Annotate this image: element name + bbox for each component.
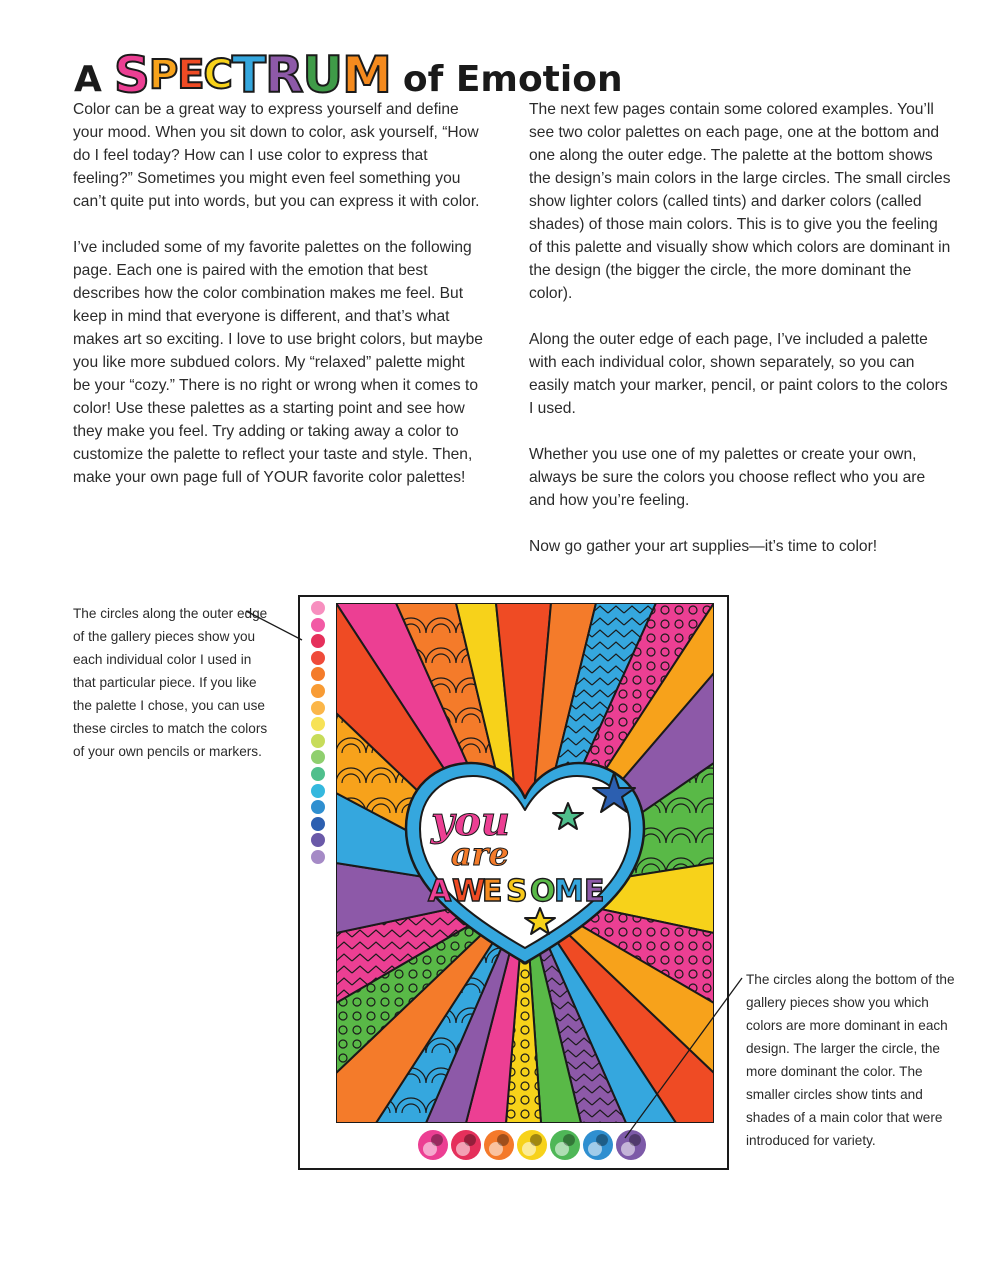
- title-word-a: A: [74, 59, 102, 100]
- paragraph: The next few pages contain some colored examples. You’ll see two color palettes on each page, one at the bottom and one along the outer edge. The palette at the bottom shows the design’s main colors in the large circles. The small circles show lighter colors (called tints) and darker colors (called shades) of those main colors. This is to give you the feeling of this palette and visually show which colors are dominant in the design (the bigger the circle, the more dominant the color).: [529, 101, 951, 302]
- paragraph: I’ve included some of my favorite palettes on the following page. Each one is paired with the emotion that best describes how the color combination makes me feel. But keep in mind that everyone is different, and that’s what makes art so exciting. I love to use bright colors, but maybe you like more subdued colors. My “relaxed” palette might be your “cozy.” There is no right or wrong when it comes to color! Use these palettes as a starting point and see how they make you feel. Try adding or taking away a color to customize the palette to reflect your taste and style. Then, make your own page full of YOUR favorite color palettes!: [73, 239, 483, 486]
- title-word-end: of Emotion: [402, 59, 623, 100]
- awesome-letter: E: [584, 874, 605, 909]
- awesome-letter: O: [530, 874, 556, 909]
- awesome-letter: M: [554, 874, 584, 909]
- spectrum-letter: M: [342, 46, 391, 104]
- spectrum-letter: C: [203, 52, 232, 98]
- edge-palette-note: The circles along the outer edge of the gallery pieces show you each individual color I used in that particular piece. If you like the palette I chose, you can use these circles to match the colors of your own pencils or markers.: [73, 606, 268, 759]
- awesome-letter: A: [428, 874, 452, 909]
- art-text-you: you: [431, 798, 511, 845]
- awesome-letter: W: [452, 874, 486, 909]
- spectrum-letter: T: [231, 46, 266, 104]
- awesome-letter: E: [482, 874, 503, 909]
- spectrum-letter: U: [302, 46, 343, 104]
- spectrum-letter: P: [148, 52, 178, 98]
- bottom-palette-note: The circles along the bottom of the gallery pieces show you which colors are more dominant in each design. The larger the circle, the more dominant the color. The smaller circles show tints and shades of a main color that were introduced for variety.: [746, 972, 955, 1148]
- spectrum-letter: E: [177, 52, 204, 98]
- art-text-are: are: [451, 835, 509, 873]
- paragraph: Color can be a great way to express yourself and define your mood. When you sit down to color, ask yourself, “How do I feel today? How can I use color to express that feeling?” Sometimes you might even feel something you can’t quite put into words, but you can express it with color.: [73, 101, 480, 210]
- paragraph: Whether you use one of my palettes or create your own, always be sure the colors you choose reflect who you are and how you’re feeling.: [529, 446, 926, 509]
- awesome-letter: S: [506, 874, 528, 909]
- spectrum-letter: S: [113, 46, 149, 104]
- paragraph: Now go gather your art supplies—it’s time to color!: [529, 538, 878, 555]
- spectrum-letter: R: [265, 46, 303, 104]
- paragraph: Along the outer edge of each page, I’ve included a palette with each individual color, shown separately, so you can easily match your marker, pencil, or paint colors to the colors I used.: [529, 331, 948, 417]
